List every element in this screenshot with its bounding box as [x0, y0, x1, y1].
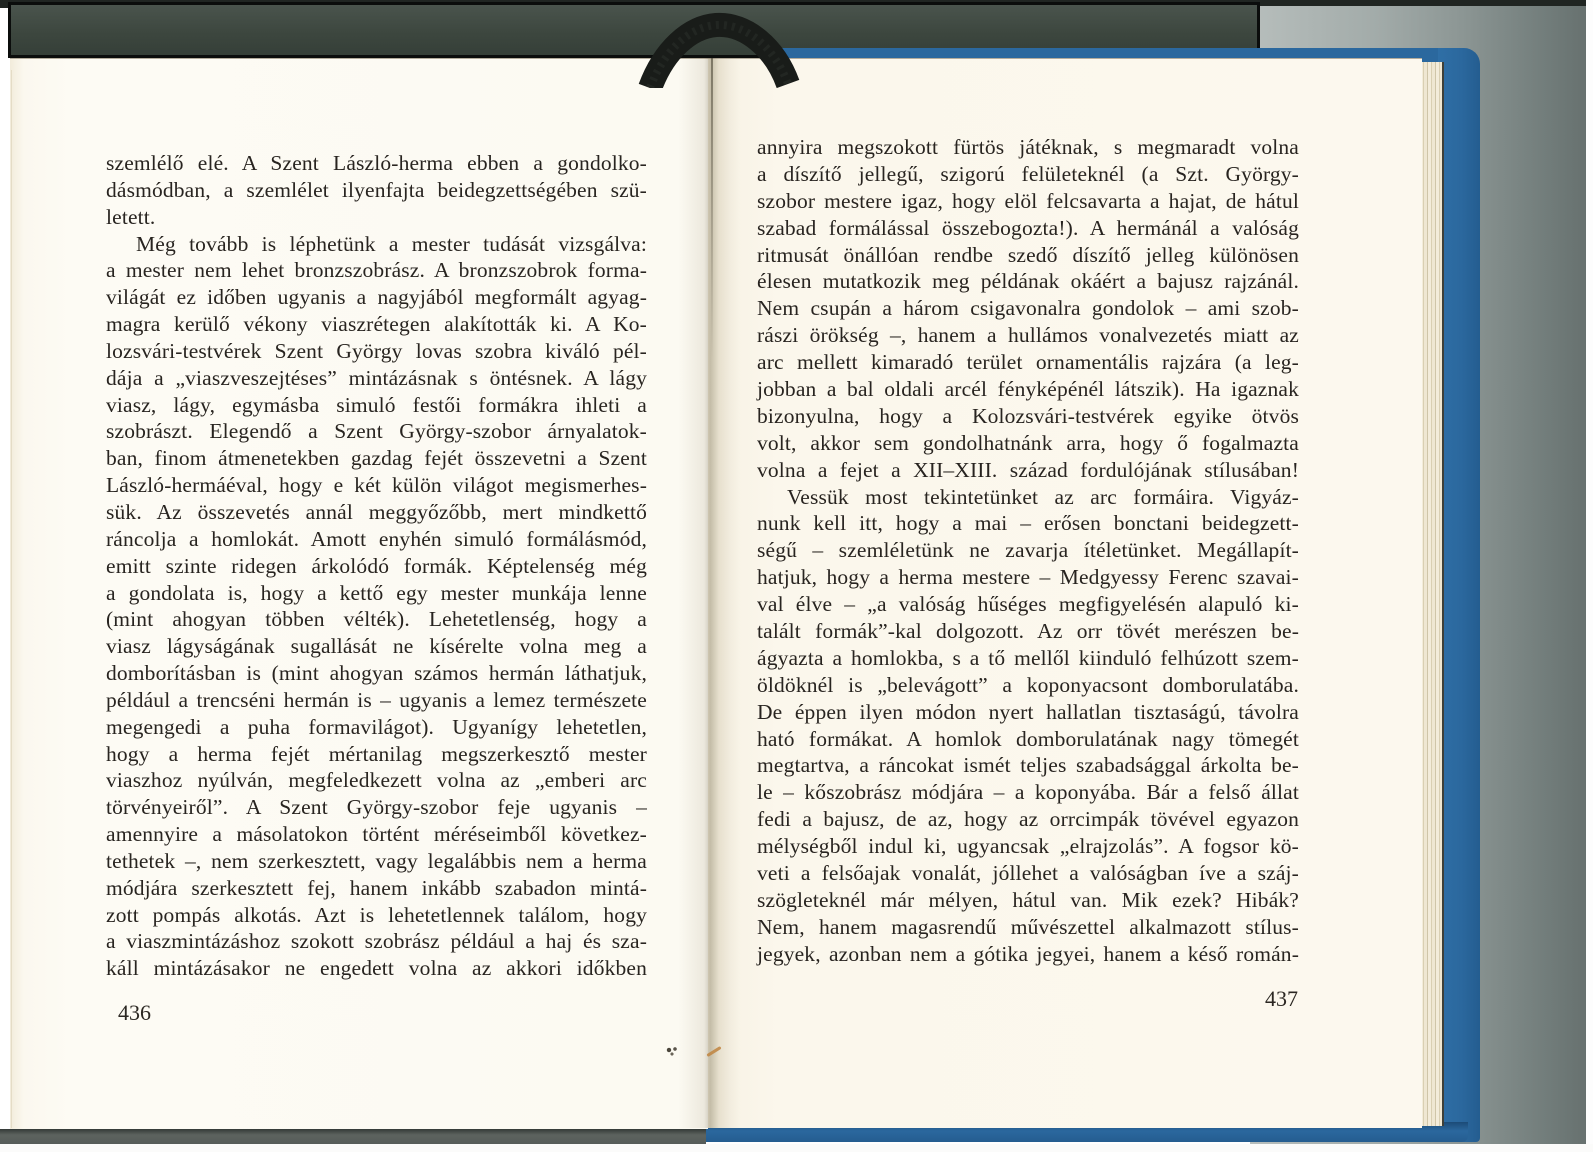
text-line: szabad formálással összebogozta!). A hermánál a valóság — [757, 215, 1299, 240]
text-line: volt, akkor sem gondolhatnánk arra, hogy ő fogalmazta — [757, 430, 1299, 455]
text-line: szobrászt. Elegendő a Szent György-szobor árnyalatok- — [106, 419, 647, 444]
text-line: világát ez időben ugyanis a nagyjából megformált agyag- — [106, 285, 647, 310]
text-line: arc mellett kimaradó terület ornamentális rajzára (a leg- — [757, 350, 1299, 375]
text-line: tethetek –, nem szerkesztett, vagy legalábbis nem a herma — [106, 848, 647, 873]
text-line: szobor mestere igaz, hogy elöl felcsavarta a hajat, de hátul — [757, 188, 1299, 213]
text-line: De éppen ilyen módon nyert hallatlan tisztaságú, távolra — [757, 699, 1299, 724]
scan-speck — [666, 1047, 680, 1056]
text-line: a mester nem lehet bronzszobrász. A bronzszobrok forma- — [106, 258, 647, 283]
gutter-fold-line — [711, 58, 713, 358]
text-line: talált formák”-kal dolgozott. Az orr tövét merészen be- — [757, 619, 1299, 644]
text-line: lozsvári-testvérek Szent György lovas szobra kiváló pél- — [106, 338, 647, 363]
text-line: módjára szerkesztett fej, hanem inkább szabadon mintá- — [106, 875, 647, 900]
text-line: Nem, hanem magasrendű művészettel alkalmazott stílus- — [757, 914, 1299, 939]
text-line: domborításban is (mint ahogyan számos hermán láthatjuk, — [106, 661, 647, 686]
text-line: ágyazta a homlokba, s a tő mellől kiinduló felhúzott szem- — [757, 645, 1299, 670]
page-edge-stack — [1420, 62, 1444, 1126]
text-line: Nem csupán a három csigavonalra gondolok – ami szob- — [757, 296, 1299, 321]
text-line: ban, finom átmenetekben gazdag fejét összevetni a Szent — [106, 446, 647, 471]
gutter-shadow — [678, 58, 740, 1128]
text-line: öldöknél is „belevágott” a koponyacsont domborulatába. — [757, 672, 1299, 697]
text-line: megtartva, a ráncokat ismét teljes szabadsággal árkolta be- — [757, 753, 1299, 778]
text-line: le – kőszobrász módjára – a koponyába. Bár a felső állat — [757, 780, 1299, 805]
text-line: dája a „viaszveszejtéses” mintázásnak s öntésnek. A lágy — [106, 365, 647, 390]
book-cover-right — [1438, 48, 1480, 1142]
text-line: szemlélő elé. A Szent László-herma ebben a gondolko- — [106, 151, 647, 175]
text-line: szögleteknél már mélyen, hátul van. Mik ezek? Hibák? — [757, 887, 1299, 912]
text-line: dásmódban, a szemlélet ilyenfajta beidegzettségében szü- — [106, 177, 647, 202]
text-line: amennyire a másolatokon történt méréseimből következ- — [106, 822, 647, 847]
scan-right-edge — [1586, 0, 1593, 1152]
book-bottom-shadow — [0, 1129, 706, 1144]
scan-bottom-edge — [0, 1144, 1593, 1152]
bookmark-ribbon-icon — [612, 10, 812, 88]
text-line: a viaszmintázáshoz szokott szobrász például a haj és sza- — [106, 929, 647, 954]
left-page-edge — [11, 70, 12, 1128]
text-line: ritmusát önállóan rendbe szedő díszítő jelleg különösen — [757, 242, 1299, 267]
text-line: (mint ahogyan többen vélték). Lehetetlenség, hogy a — [106, 607, 647, 632]
text-line: annyira megszokott fürtös játéknak, s megmaradt volna — [757, 135, 1299, 159]
text-line: megengedi a puha formavilágot). Ugyanígy lehetetlen, — [106, 714, 647, 739]
text-line: veti a felsőajak vonalát, jóllehet a valóságban íve a száj- — [757, 861, 1299, 886]
left-page-number: 436 — [118, 1000, 151, 1025]
right-page-number: 437 — [1265, 986, 1298, 1011]
text-line: a díszítő jellegű, szigorú felületeknél (a Szt. György- — [757, 161, 1299, 186]
text-line: hatjuk, hogy a herma mestere – Medgyessy Ferenc szavai- — [757, 565, 1299, 590]
text-line: emitt szinte ridegen árkolódó formák. Képtelenség még — [106, 553, 647, 578]
text-line: ráncolja a homlokát. Amott enyhén simuló formálásmód, — [106, 526, 647, 551]
text-line: törvényeiről”. A Szent György-szobor feje ugyanis – — [106, 795, 647, 820]
text-line: László-hermáéval, hogy e két külön világot megismerhes- — [106, 473, 647, 498]
text-line: val élve – „a valóság hűséges megfigyelésén alapuló ki- — [757, 592, 1299, 617]
text-line: jobban a bal oldali arcél fényképénél látszik). Ha igaznak — [757, 377, 1299, 402]
text-line: magra kerülő vékony viaszrétegen alakították ki. A Ko- — [106, 312, 647, 337]
text-line: zott pompás alkotás. Azt is lehetetlennek találom, hogy — [106, 902, 647, 927]
text-line: viasz lágyságának sugallását ne kísérelte volna meg a — [106, 634, 647, 659]
text-line: a gondolata is, hogy a kettő egy mester munkája lenne — [106, 580, 647, 605]
text-line: bizonyulna, hogy a Kolozsvári-testvérek egyike ötvös — [757, 403, 1299, 428]
text-line: sük. Az összevetés annál meggyőzőbb, mert mindkettő — [106, 499, 647, 524]
text-line: viaszhoz nyúlván, megfeledkezett volna az „emberi arc — [106, 768, 647, 793]
text-line: ható formákat. A homlok domborulatának nagy tömegét — [757, 726, 1299, 751]
text-line: rászi örökség –, hanem a hullámos vonalvezetés miatt az — [757, 323, 1299, 348]
text-line: ségű – szemléletünk ne zavarja ítéletünket. Megállapít- — [757, 538, 1299, 563]
text-line: Vessük most tekintetünket az arc formáira. Vigyáz- — [787, 484, 1299, 509]
text-line: nunk kell itt, hogy a mai – erősen bonctani beidegzett- — [757, 511, 1299, 536]
text-line: viasz, lágy, egymásba simuló festői formákra ihleti a — [106, 392, 647, 417]
text-line: például a trencséni hermán is – ugyanis a lemez természete — [106, 687, 647, 712]
left-page-text — [106, 150, 647, 982]
text-line: élesen mutatkozik meg példának okáért a bajusz rajzánál. — [757, 269, 1299, 294]
text-line: fedi a bajusz, de az, hogy az orrcimpák tövével egyazon — [757, 807, 1299, 832]
text-line: mélységből indul ki, ugyancsak „elrajzolás”. A fogsor kö- — [757, 834, 1299, 859]
text-line: káll mintázásakor ne engedett volna az akkori időkben — [106, 956, 647, 981]
right-page-text — [757, 134, 1299, 968]
text-line: Még tovább is léphetünk a mester tudását vizsgálva: — [136, 231, 647, 256]
text-line: jegyek, azonban nem a gótika jegyei, hanem a késő román- — [757, 941, 1299, 966]
text-line: hogy a herma fejét mértanilag megszerkesztő mester — [106, 741, 647, 766]
text-line: volna a fejet a XII–XIII. század fordulójának stílusában! — [757, 457, 1299, 482]
text-line: letett. — [106, 204, 156, 229]
